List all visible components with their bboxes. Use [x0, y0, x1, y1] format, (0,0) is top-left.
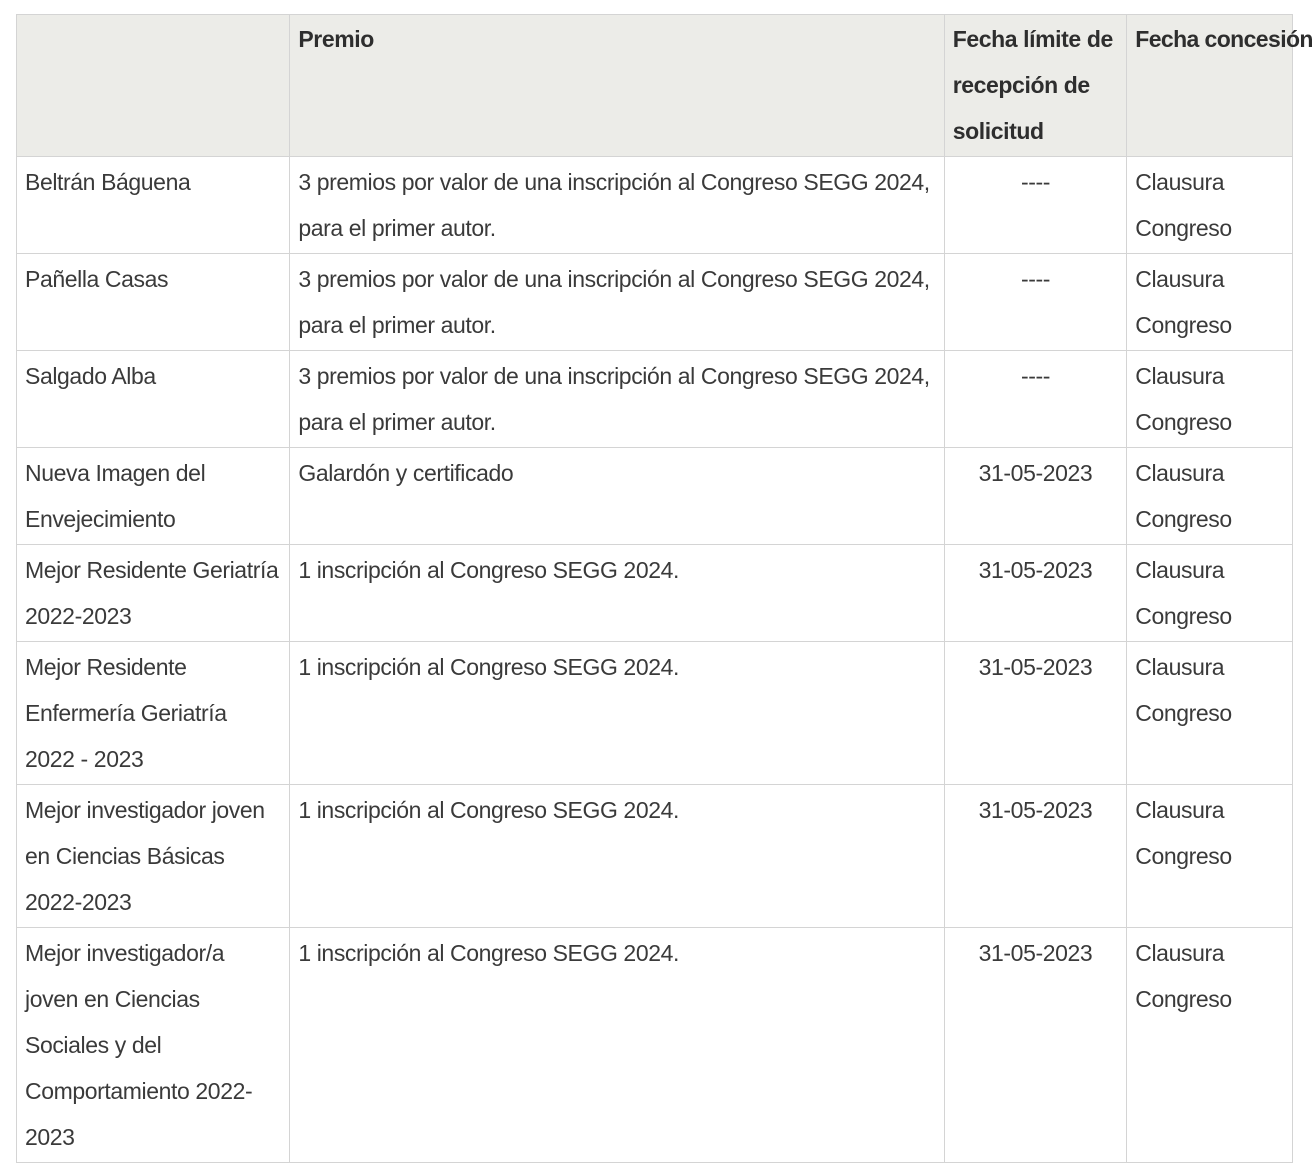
award-name-cell: Mejor investigador joven en Ciencias Básicas 2022-2023	[17, 785, 290, 928]
deadline-cell: 31-05-2023	[944, 785, 1127, 928]
award-name-cell: Salgado Alba	[17, 351, 290, 448]
granted-cell: Clausura Congreso	[1127, 785, 1293, 928]
table-row	[17, 448, 1293, 545]
granted-cell: Clausura Congreso	[1127, 254, 1293, 351]
deadline-cell: ----	[944, 157, 1127, 254]
header-deadline: Fecha límite de recepción de solicitud	[944, 15, 1127, 157]
granted-cell: Clausura Congreso	[1127, 928, 1293, 1163]
table-row	[17, 351, 1293, 448]
award-name-cell: Mejor investigador/a joven en Ciencias Sociales y del Comportamiento 2022-2023	[17, 928, 290, 1163]
prize-cell: 3 premios por valor de una inscripción al Congreso SEGG 2024, para el primer autor.	[290, 254, 944, 351]
deadline-cell: 31-05-2023	[944, 642, 1127, 785]
prize-cell: Galardón y certificado	[290, 448, 944, 545]
deadline-cell: ----	[944, 351, 1127, 448]
prize-cell: 1 inscripción al Congreso SEGG 2024.	[290, 642, 944, 785]
table-body	[17, 157, 1293, 1163]
granted-cell: Clausura Congreso	[1127, 351, 1293, 448]
granted-cell: Clausura Congreso	[1127, 157, 1293, 254]
table-row	[17, 785, 1293, 928]
award-name-cell: Mejor Residente Geriatría 2022-2023	[17, 545, 290, 642]
table-row	[17, 254, 1293, 351]
table-row	[17, 545, 1293, 642]
header-row	[17, 15, 1293, 157]
header-award-name	[17, 15, 290, 157]
table-row	[17, 642, 1293, 785]
prize-cell: 1 inscripción al Congreso SEGG 2024.	[290, 545, 944, 642]
deadline-cell: ----	[944, 254, 1127, 351]
prize-cell: 3 premios por valor de una inscripción al Congreso SEGG 2024, para el primer autor.	[290, 157, 944, 254]
granted-cell: Clausura Congreso	[1127, 448, 1293, 545]
table-row	[17, 928, 1293, 1163]
award-name-cell: Nueva Imagen del Envejecimiento	[17, 448, 290, 545]
header-granted: Fecha concesión	[1127, 15, 1293, 157]
prize-cell: 1 inscripción al Congreso SEGG 2024.	[290, 928, 944, 1163]
granted-cell: Clausura Congreso	[1127, 642, 1293, 785]
granted-cell: Clausura Congreso	[1127, 545, 1293, 642]
awards-table-container	[16, 14, 1313, 1163]
award-name-cell: Pañella Casas	[17, 254, 290, 351]
table-row	[17, 157, 1293, 254]
deadline-cell: 31-05-2023	[944, 448, 1127, 545]
deadline-cell: 31-05-2023	[944, 928, 1127, 1163]
deadline-cell: 31-05-2023	[944, 545, 1127, 642]
header-prize: Premio	[290, 15, 944, 157]
award-name-cell: Beltrán Báguena	[17, 157, 290, 254]
award-name-cell: Mejor Residente Enfermería Geriatría 2022 - 2023	[17, 642, 290, 785]
awards-table	[16, 14, 1313, 1163]
prize-cell: 3 premios por valor de una inscripción al Congreso SEGG 2024, para el primer autor.	[290, 351, 944, 448]
prize-cell: 1 inscripción al Congreso SEGG 2024.	[290, 785, 944, 928]
table-header	[17, 15, 1313, 157]
